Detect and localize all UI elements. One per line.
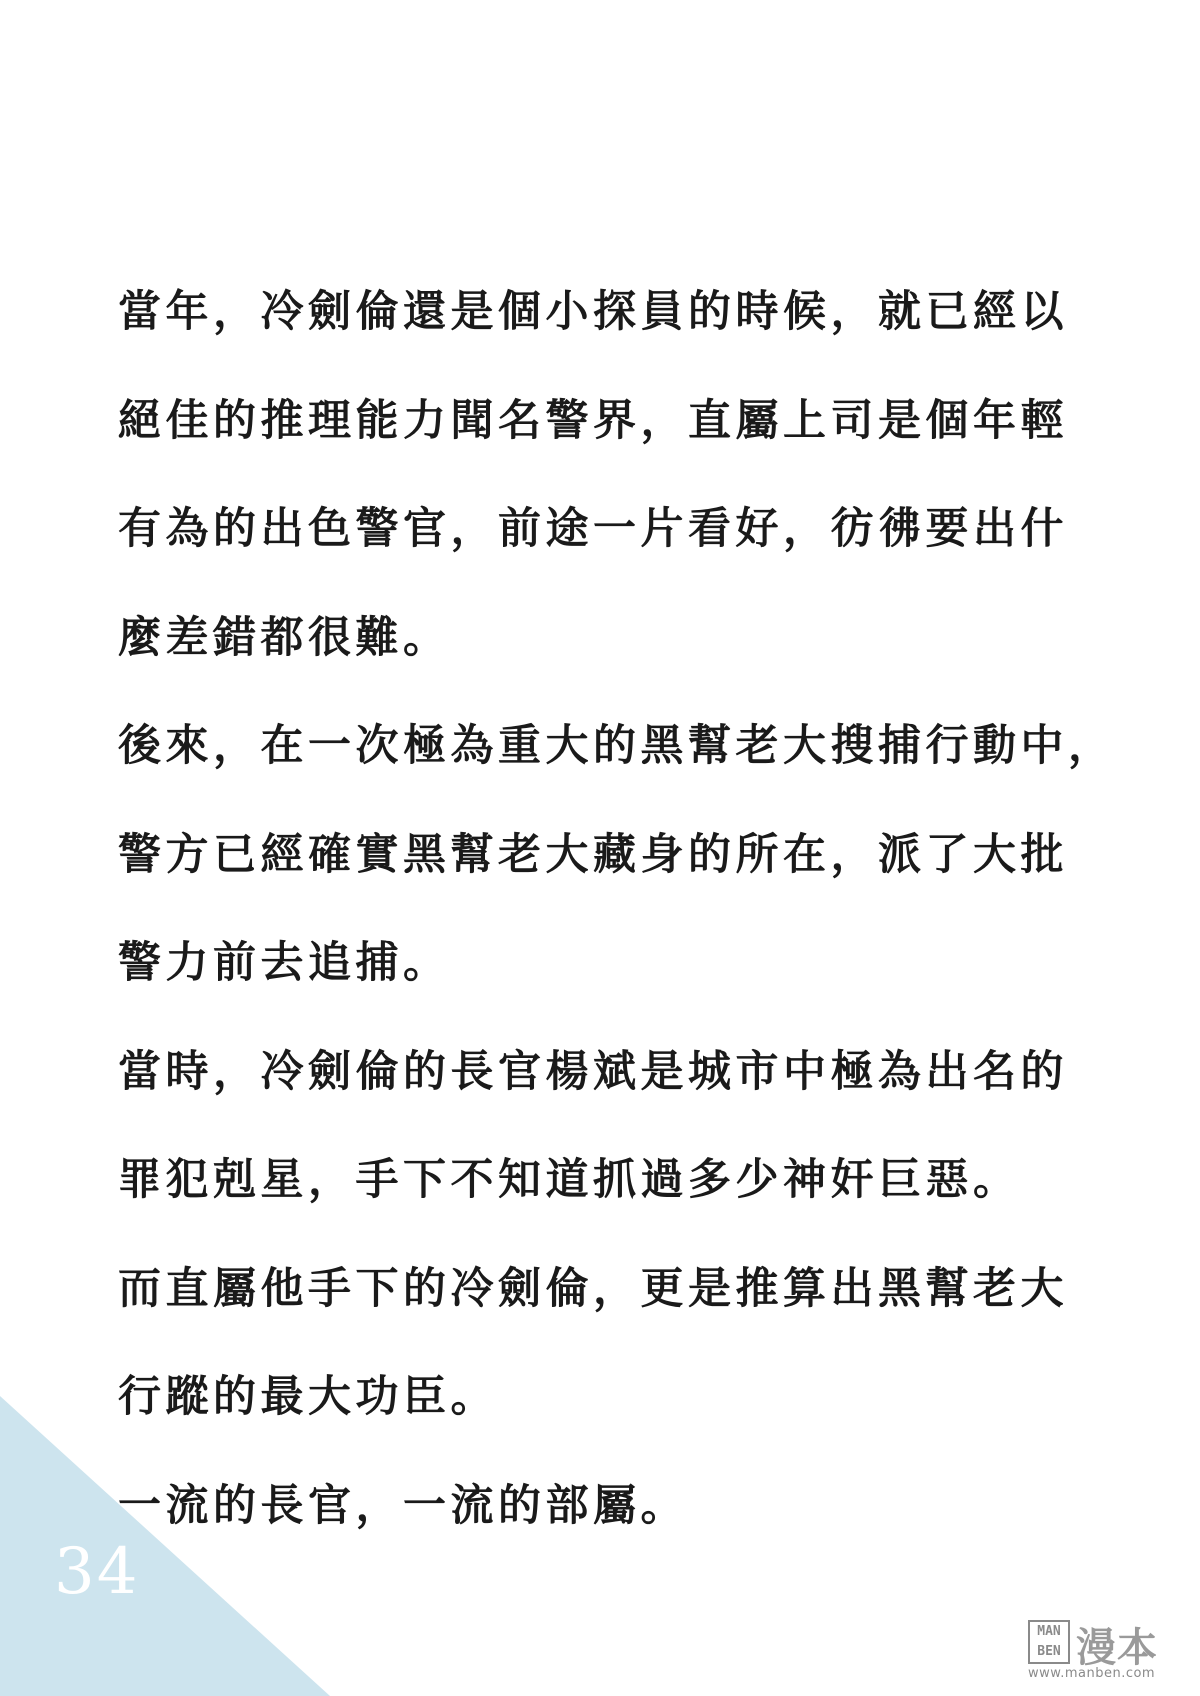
- text-line: 當年，冷劍倫還是個小探員的時候，就已經以: [118, 287, 1068, 337]
- text-line: 一流的長官，一流的部屬。: [118, 1480, 688, 1531]
- text-line: 而直屬他手下的冷劍倫，更是推算出黑幫老大: [118, 1263, 1068, 1314]
- text-line: 警力前去追捕。: [118, 938, 451, 988]
- text-line: 絕佳的推理能力聞名警界，直屬上司是個年輕: [118, 395, 1068, 446]
- watermark: [1028, 1620, 1178, 1682]
- text-line: 警方已經確實黑幫老大藏身的所在，派了大批: [118, 829, 1068, 880]
- watermark-logo-bottom: BEN: [1037, 1644, 1061, 1659]
- watermark-logo-top: MAN: [1037, 1624, 1061, 1639]
- text-line: 有為的出色警官，前途一片看好，彷彿要出什: [118, 504, 1068, 554]
- text-line: 罪犯剋星，手下不知道抓過多少神奸巨惡。: [118, 1155, 1021, 1205]
- text-line: 麼差錯都很難。: [118, 612, 451, 663]
- page-number: 34: [54, 1535, 140, 1609]
- body-text: [118, 258, 1118, 1560]
- watermark-name: 漫本: [1076, 1625, 1158, 1671]
- text-line: 行蹤的最大功臣。: [118, 1372, 498, 1422]
- text-line: 當時，冷劍倫的長官楊斌是城市中極為出名的: [118, 1046, 1068, 1097]
- text-line: 後來，在一次極為重大的黑幫老大搜捕行動中，: [118, 721, 1116, 771]
- watermark-url: www.manben.com: [1028, 1666, 1156, 1681]
- watermark-logo-icon: [1028, 1620, 1070, 1664]
